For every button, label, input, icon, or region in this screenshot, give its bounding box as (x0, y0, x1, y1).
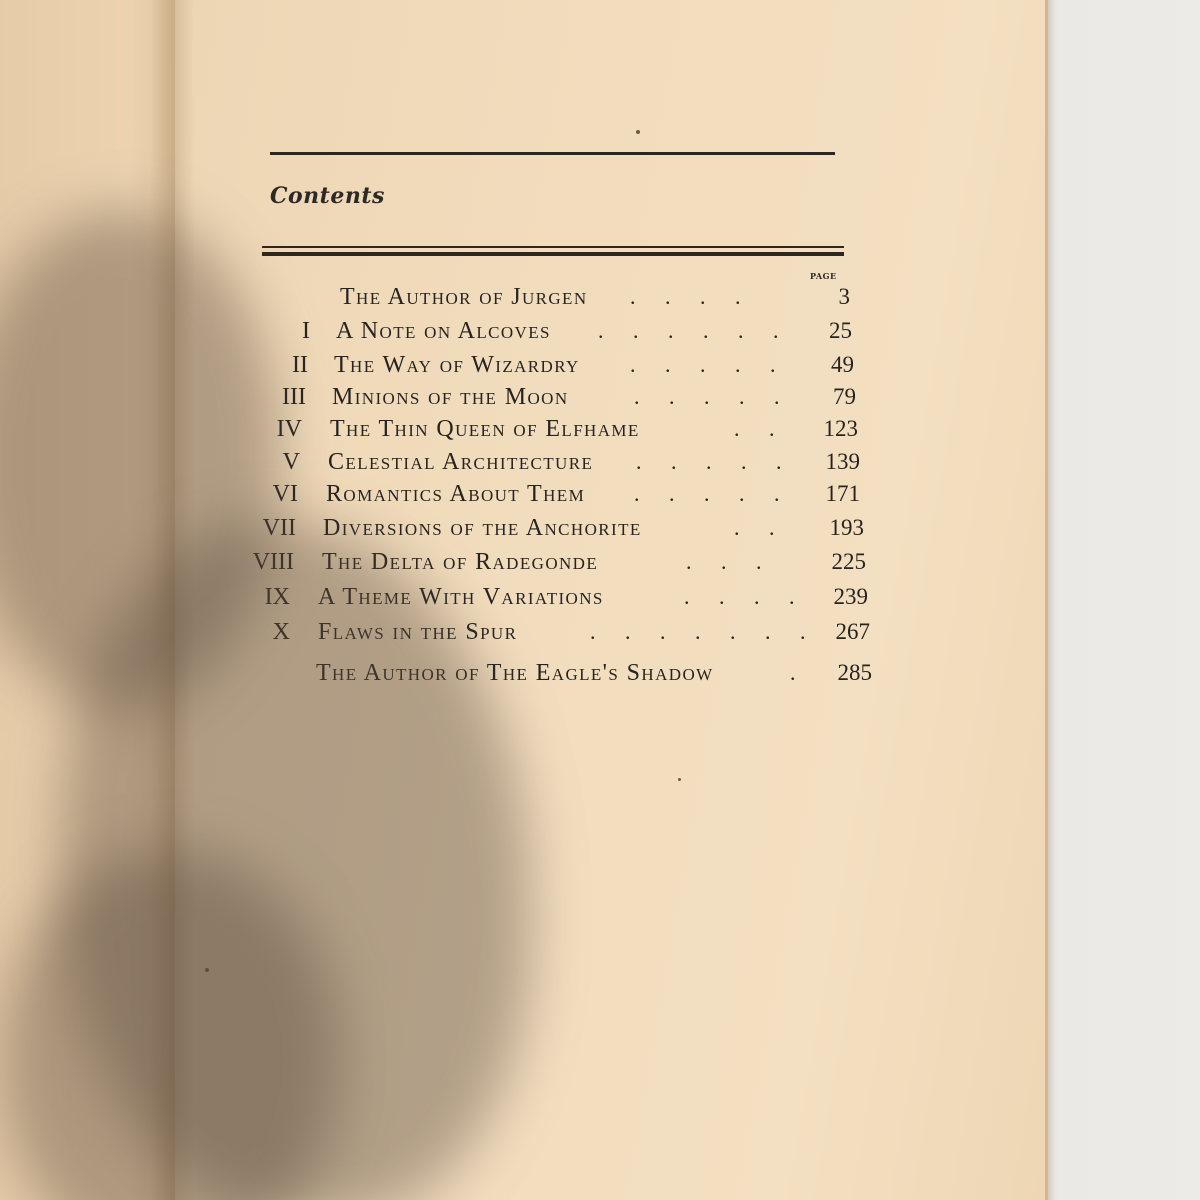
chapter-numeral: X (272, 619, 290, 645)
page-number: 49 (831, 352, 854, 377)
double-rule-upper (262, 246, 844, 248)
chapter-title: A Note on Alcoves (336, 318, 551, 344)
page-number: 123 (823, 416, 858, 441)
top-rule (270, 152, 835, 155)
chapter-title: The Author of Jurgen (340, 284, 588, 310)
dot-leader: . . (734, 416, 775, 441)
paper-speck (678, 778, 681, 781)
chapter-numeral: IV (276, 416, 302, 442)
page-number: 225 (831, 549, 866, 574)
chapter-numeral: VII (262, 515, 296, 541)
page-number: 139 (825, 449, 860, 474)
dot-leader: . . . . . . (598, 318, 779, 343)
chapter-numeral: VI (272, 481, 298, 507)
page-column-label: PAGE (810, 271, 837, 281)
chapter-numeral: IX (264, 584, 290, 610)
chapter-title: Celestial Architecture (328, 449, 594, 475)
chapter-title: Flaws in the Spur (318, 619, 518, 645)
dot-leader: . . . (686, 549, 762, 574)
dot-leader: . . . . . (634, 384, 780, 409)
page-title: Contents (270, 183, 385, 209)
page-number: 3 (838, 284, 850, 309)
page-number: 193 (829, 515, 864, 540)
page-number: 25 (829, 318, 852, 343)
dot-leader: . . . . (684, 584, 795, 609)
chapter-title: The Author of The Eagle's Shadow (316, 660, 714, 686)
chapter-title: The Way of Wizardry (334, 352, 580, 378)
dot-leader: . . . . . (636, 449, 782, 474)
dot-leader: . . . . . . . (590, 619, 806, 644)
dot-leader: . . (734, 515, 775, 540)
paper-speck (636, 130, 640, 134)
page-number: 171 (825, 481, 860, 506)
chapter-numeral: V (282, 449, 300, 475)
dot-leader: . . . . . (630, 352, 776, 377)
page-number: 267 (835, 619, 870, 644)
chapter-title: The Delta of Radegonde (322, 549, 599, 575)
chapter-numeral: II (292, 352, 308, 378)
dot-leader: . . . . (630, 284, 741, 309)
double-rule-lower (262, 252, 844, 256)
chapter-numeral: III (282, 384, 306, 410)
chapter-numeral: I (302, 318, 310, 344)
dot-leader: . . . . . (634, 481, 780, 506)
dot-leader: . (790, 660, 796, 685)
page-number: 285 (837, 660, 872, 685)
chapter-title: Minions of the Moon (332, 384, 569, 410)
page-number: 79 (833, 384, 856, 409)
chapter-title: The Thin Queen of Elfhame (330, 416, 640, 442)
page-number: 239 (833, 584, 868, 609)
chapter-numeral: VIII (252, 549, 294, 575)
chapter-title: A Theme With Variations (318, 584, 604, 610)
chapter-title: Diversions of the Anchorite (323, 515, 642, 541)
chapter-title: Romantics About Them (326, 481, 586, 507)
